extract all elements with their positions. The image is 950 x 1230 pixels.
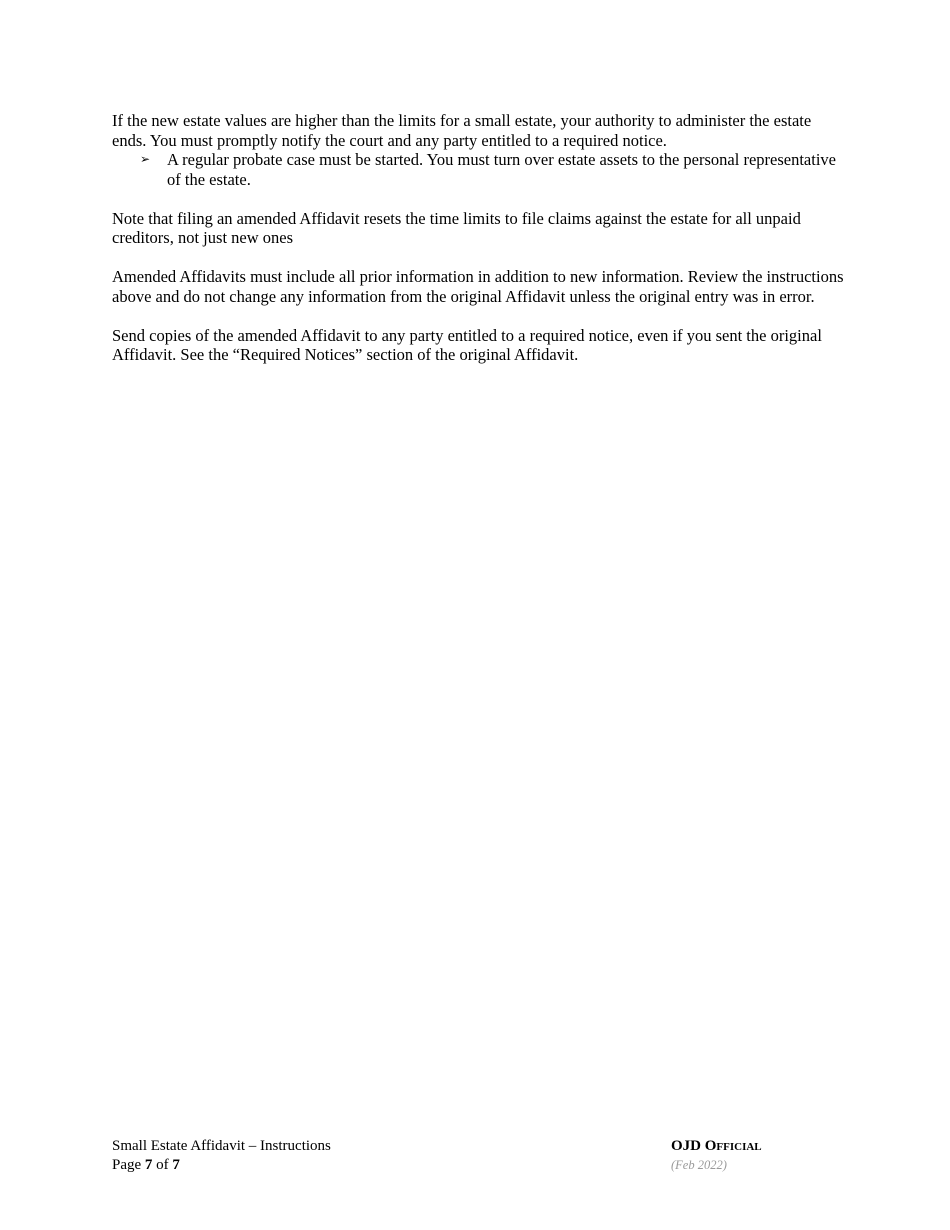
document-body: [112, 111, 847, 384]
list-item: [112, 150, 847, 189]
footer-left: [112, 1137, 512, 1175]
paragraph-amended-time-limits: Note that filing an amended Affidavit resets the time limits to file claims against the estate for all unpaid creditors, not just new ones: [112, 208, 801, 247]
paragraph-new-estate-values: If the new estate values are higher than the limits for a small estate, your authority to administer the estate ends. You must promptly notify the court and any party entitled to a required notice.: [112, 111, 812, 150]
paragraph-amended-content: Amended Affidavits must include all prior information in addition to new information. Review the instructions above and do not change any information from the original Affidavit unless the original entry was in error.: [112, 267, 844, 306]
paragraph-send-copies: Send copies of the amended Affidavit to any party entitled to a required notice, even if you sent the original Affidavit. See the “Required Notices” section of the original Affidavit.: [112, 325, 822, 364]
revision-date: (Feb 2022): [671, 1158, 727, 1172]
arrowhead-bullet-icon: ➢: [140, 152, 151, 166]
page-current: 7: [144, 1157, 153, 1173]
form-title: Small Estate Affidavit – Instructions: [112, 1138, 331, 1154]
page-total: 7: [172, 1157, 180, 1173]
bullet-list: [112, 150, 847, 189]
page-number: [112, 1156, 512, 1175]
page-of: of: [156, 1157, 169, 1173]
agency-label: OJD Official: [671, 1138, 762, 1154]
page-prefix: Page: [112, 1157, 142, 1173]
bullet-text: A regular probate case must be started. You must turn over estate assets to the personal representative of the estate.: [167, 150, 836, 189]
footer-right: [671, 1137, 851, 1175]
